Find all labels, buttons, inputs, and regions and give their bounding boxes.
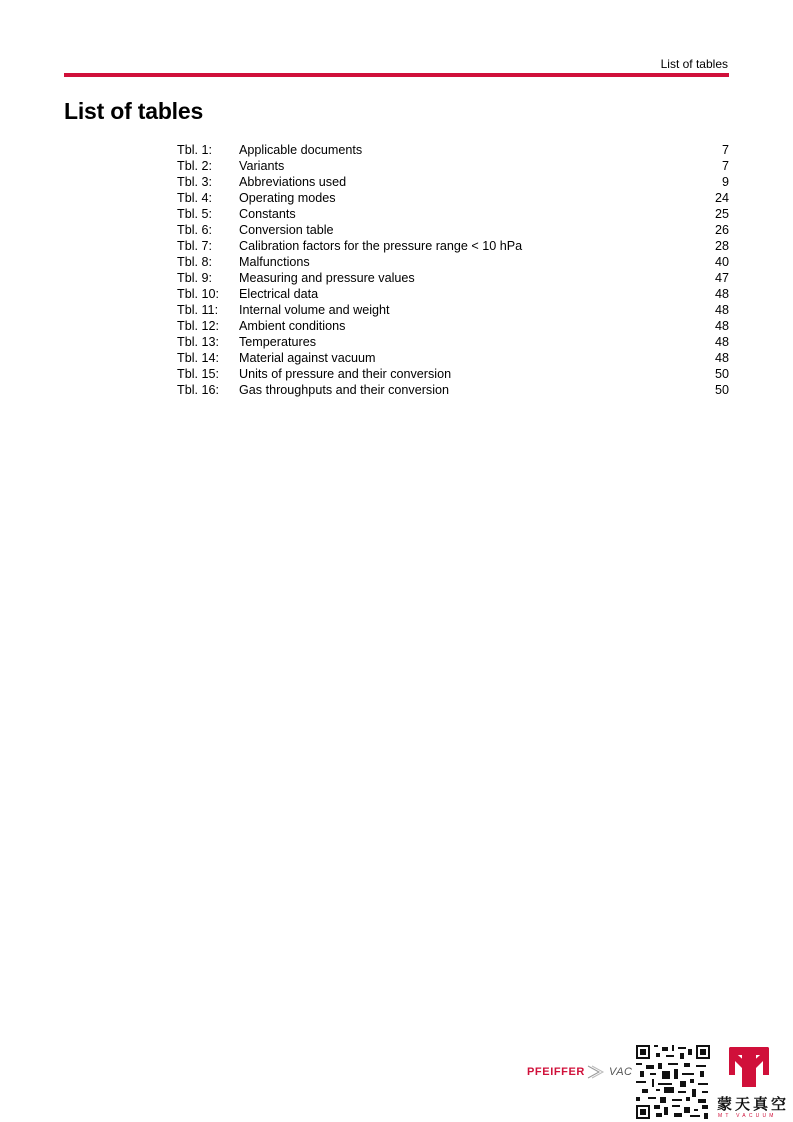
toc-entry[interactable] bbox=[177, 158, 729, 174]
toc-entry[interactable] bbox=[177, 206, 729, 222]
toc-entry-page: 28 bbox=[714, 239, 729, 253]
toc-entry-number: Tbl. 8: bbox=[177, 255, 212, 269]
toc-entry-title: Abbreviations used bbox=[239, 175, 347, 189]
toc-entry[interactable] bbox=[177, 142, 729, 158]
toc-entry[interactable] bbox=[177, 318, 729, 334]
toc-entry-title: Applicable documents bbox=[239, 143, 363, 157]
toc-entry-title: Gas throughputs and their conversion bbox=[239, 383, 450, 397]
toc-entry-number: Tbl. 7: bbox=[177, 239, 212, 253]
toc-entry-title: Measuring and pressure values bbox=[239, 271, 415, 285]
toc-entry[interactable] bbox=[177, 302, 729, 318]
toc-entry-page: 26 bbox=[714, 223, 729, 237]
toc-entry-number: Tbl. 4: bbox=[177, 191, 212, 205]
toc-entry-page: 47 bbox=[714, 271, 729, 285]
toc-entry-title: Electrical data bbox=[239, 287, 319, 301]
toc-entry-number: Tbl. 3: bbox=[177, 175, 212, 189]
toc-entry-number: Tbl. 15: bbox=[177, 367, 219, 381]
toc-entry-page: 24 bbox=[714, 191, 729, 205]
toc-entry-number: Tbl. 6: bbox=[177, 223, 212, 237]
mt-chinese-name: 蒙天真空 bbox=[717, 1095, 790, 1113]
toc-entry-number: Tbl. 10: bbox=[177, 287, 219, 301]
toc-entry-page: 48 bbox=[714, 287, 729, 301]
toc-entry-title: Temperatures bbox=[239, 335, 316, 349]
toc-entry-title: Variants bbox=[239, 159, 285, 173]
toc-entry-title: Calibration factors for the pressure range < 10 hPa bbox=[239, 239, 523, 253]
toc-entry-title: Conversion table bbox=[239, 223, 334, 237]
header-rule bbox=[64, 73, 729, 77]
toc-entry[interactable] bbox=[177, 366, 729, 382]
toc-entry-page: 40 bbox=[714, 255, 729, 269]
pfeiffer-logo bbox=[527, 1064, 632, 1080]
toc-entry-page: 50 bbox=[714, 367, 729, 381]
toc-entry-page: 48 bbox=[714, 335, 729, 349]
toc-entry[interactable] bbox=[177, 222, 729, 238]
toc-entry-number: Tbl. 11: bbox=[177, 303, 219, 317]
toc-entry[interactable] bbox=[177, 174, 729, 190]
toc-entry-page: 48 bbox=[714, 303, 729, 317]
toc-entry[interactable] bbox=[177, 254, 729, 270]
running-header: List of tables bbox=[660, 57, 728, 71]
toc-entry-number: Tbl. 2: bbox=[177, 159, 212, 173]
toc-entry-title: Operating modes bbox=[239, 191, 336, 205]
toc-entry-title: Material against vacuum bbox=[239, 351, 376, 365]
toc-entry[interactable] bbox=[177, 190, 729, 206]
toc-entry-page: 25 bbox=[714, 207, 729, 221]
toc-entry-title: Malfunctions bbox=[239, 255, 310, 269]
mt-english-name: MT VACUUM bbox=[718, 1113, 777, 1119]
toc-entry[interactable] bbox=[177, 350, 729, 366]
page-title: List of tables bbox=[64, 98, 204, 124]
pfeiffer-wordmark: PFEIFFER bbox=[527, 1066, 585, 1078]
toc-entry-number: Tbl. 9: bbox=[177, 271, 212, 285]
toc-entry-page: 7 bbox=[721, 159, 729, 173]
toc-entry-number: Tbl. 12: bbox=[177, 319, 219, 333]
toc-entry-title: Units of pressure and their conversion bbox=[239, 367, 452, 381]
toc-entry-number: Tbl. 13: bbox=[177, 335, 219, 349]
toc-entry-page: 50 bbox=[714, 383, 729, 397]
toc-entry-number: Tbl. 5: bbox=[177, 207, 212, 221]
toc-entry[interactable] bbox=[177, 382, 729, 398]
list-of-tables bbox=[177, 142, 729, 398]
toc-entry[interactable] bbox=[177, 334, 729, 350]
toc-entry-page: 48 bbox=[714, 319, 729, 333]
toc-entry[interactable] bbox=[177, 286, 729, 302]
toc-entry-page: 48 bbox=[714, 351, 729, 365]
toc-entry-page: 7 bbox=[721, 143, 729, 157]
toc-entry-number: Tbl. 16: bbox=[177, 383, 219, 397]
toc-entry-title: Constants bbox=[239, 207, 296, 221]
toc-entry-title: Ambient conditions bbox=[239, 319, 346, 333]
qr-code-icon bbox=[636, 1045, 710, 1119]
toc-entry-number: Tbl. 1: bbox=[177, 143, 212, 157]
toc-entry[interactable] bbox=[177, 238, 729, 254]
toc-entry-number: Tbl. 14: bbox=[177, 351, 219, 365]
toc-entry-title: Internal volume and weight bbox=[239, 303, 390, 317]
toc-entry[interactable] bbox=[177, 270, 729, 286]
pfeiffer-vacuum-text: VAC bbox=[608, 1066, 633, 1078]
toc-entry-page: 9 bbox=[721, 175, 729, 189]
pfeiffer-chevron-icon bbox=[587, 1065, 607, 1079]
